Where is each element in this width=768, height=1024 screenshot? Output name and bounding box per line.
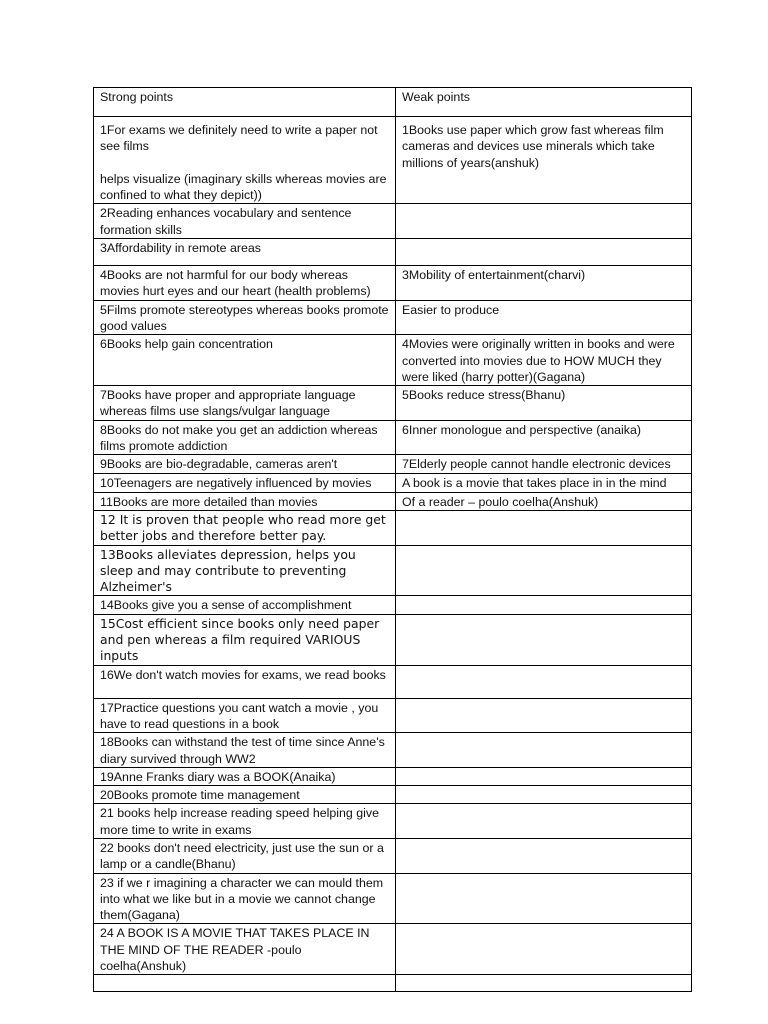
strong-point-cell: 20Books promote time management [94,786,396,804]
strong-point-cell: 10Teenagers are negatively influenced by movies [94,473,396,492]
weak-point-cell [396,786,692,804]
weak-point-cell [396,239,692,266]
strong-point-cell: 2Reading enhances vocabulary and sentence formation skills [94,204,396,239]
strong-point-cell: 8Books do not make you get an addiction whereas films promote addiction [94,420,396,455]
table-row [94,266,692,301]
weak-point-cell [396,767,692,785]
strong-point-cell: 23 if we r imagining a character we can mould them into what we like but in a movie we cannot change them(Gagana) [94,873,396,924]
strong-point-cell: 19Anne Franks diary was a BOOK(Anaika) [94,767,396,785]
table-row [94,204,692,239]
weak-point-cell: 4Movies were originally written in books and were converted into movies due to HOW MUCH they were liked (harry potter)(Gagana) [396,335,692,386]
strong-point-cell: 14Books give you a sense of accomplishment [94,596,396,614]
table-row [94,873,692,924]
table-row [94,596,692,614]
table-row [94,420,692,455]
strong-point-cell: 21 books help increase reading speed helping give more time to write in exams [94,804,396,839]
table-row [94,300,692,335]
table-row [94,698,692,733]
strong-point-cell: 4Books are not harmful for our body whereas movies hurt eyes and our heart (health problems) [94,266,396,301]
table-row [94,733,692,768]
strong-point-cell: 7Books have proper and appropriate language whereas films use slangs/vulgar language [94,386,396,421]
weak-point-cell: 3Mobility of entertainment(charvi) [396,266,692,301]
weak-point-cell [396,614,692,665]
table-row [94,786,692,804]
weak-point-cell [396,596,692,614]
table-row [94,614,692,665]
table-row [94,767,692,785]
strong-point-cell: 17Practice questions you cant watch a movie , you have to read questions in a book [94,698,396,733]
weak-point-cell: 5Books reduce stress(Bhanu) [396,386,692,421]
table-row [94,455,692,473]
strong-point-cell: 16We don't watch movies for exams, we read books [94,665,396,698]
table-row [94,492,692,510]
weak-point-cell: 7Elderly people cannot handle electronic devices [396,455,692,473]
strong-point-cell: 5Films promote stereotypes whereas books promote good values [94,300,396,335]
strong-point-cell: 9Books are bio-degradable, cameras aren't [94,455,396,473]
table-row [94,924,692,975]
table-row [94,545,692,596]
table-row [94,838,692,873]
weak-point-cell: A book is a movie that takes place in in the mind [396,473,692,492]
table-row [94,473,692,492]
weak-point-cell [396,975,692,992]
weak-point-cell [396,510,692,545]
weak-point-cell [396,838,692,873]
weak-point-cell [396,873,692,924]
header-strong-points: Strong points [94,88,396,117]
table-row [94,386,692,421]
weak-point-cell [396,804,692,839]
table-row [94,239,692,266]
strong-point-cell: 12 It is proven that people who read more get better jobs and therefore better pay. [94,510,396,545]
header-weak-points: Weak points [396,88,692,117]
weak-point-cell: 1Books use paper which grow fast whereas film cameras and devices use minerals which take millions of years(anshuk) [396,117,692,204]
strong-point-cell: 6Books help gain concentration [94,335,396,386]
weak-point-cell [396,665,692,698]
weak-point-cell: Easier to produce [396,300,692,335]
weak-point-cell: Of a reader – poulo coelha(Anshuk) [396,492,692,510]
table-row [94,335,692,386]
table-row [94,117,692,204]
strong-point-cell: 22 books don't need electricity, just use the sun or a lamp or a candle(Bhanu) [94,838,396,873]
strong-point-cell: 1For exams we definitely need to write a paper not see films helps visualize (imaginary skills whereas movies are confined to what they depict)) [94,117,396,204]
points-table [93,87,692,992]
table-row [94,975,692,992]
weak-point-cell [396,733,692,768]
strong-point-cell: 24 A BOOK IS A MOVIE THAT TAKES PLACE IN THE MIND OF THE READER -poulo coelha(Anshuk) [94,924,396,975]
weak-point-cell [396,545,692,596]
weak-point-cell [396,924,692,975]
strong-point-cell: 15Cost efficient since books only need paper and pen whereas a film required VARIOUS inputs [94,614,396,665]
table-row [94,804,692,839]
weak-point-cell [396,204,692,239]
table-row [94,665,692,698]
weak-point-cell: 6Inner monologue and perspective (anaika) [396,420,692,455]
strong-point-cell: 3Affordability in remote areas [94,239,396,266]
strong-point-cell: 13Books alleviates depression, helps you sleep and may contribute to preventing Alzheimer's [94,545,396,596]
header-row [94,88,692,117]
strong-point-cell [94,975,396,992]
strong-point-cell: 18Books can withstand the test of time since Anne's diary survived through WW2 [94,733,396,768]
weak-point-cell [396,698,692,733]
strong-point-cell: 11Books are more detailed than movies [94,492,396,510]
table-row [94,510,692,545]
